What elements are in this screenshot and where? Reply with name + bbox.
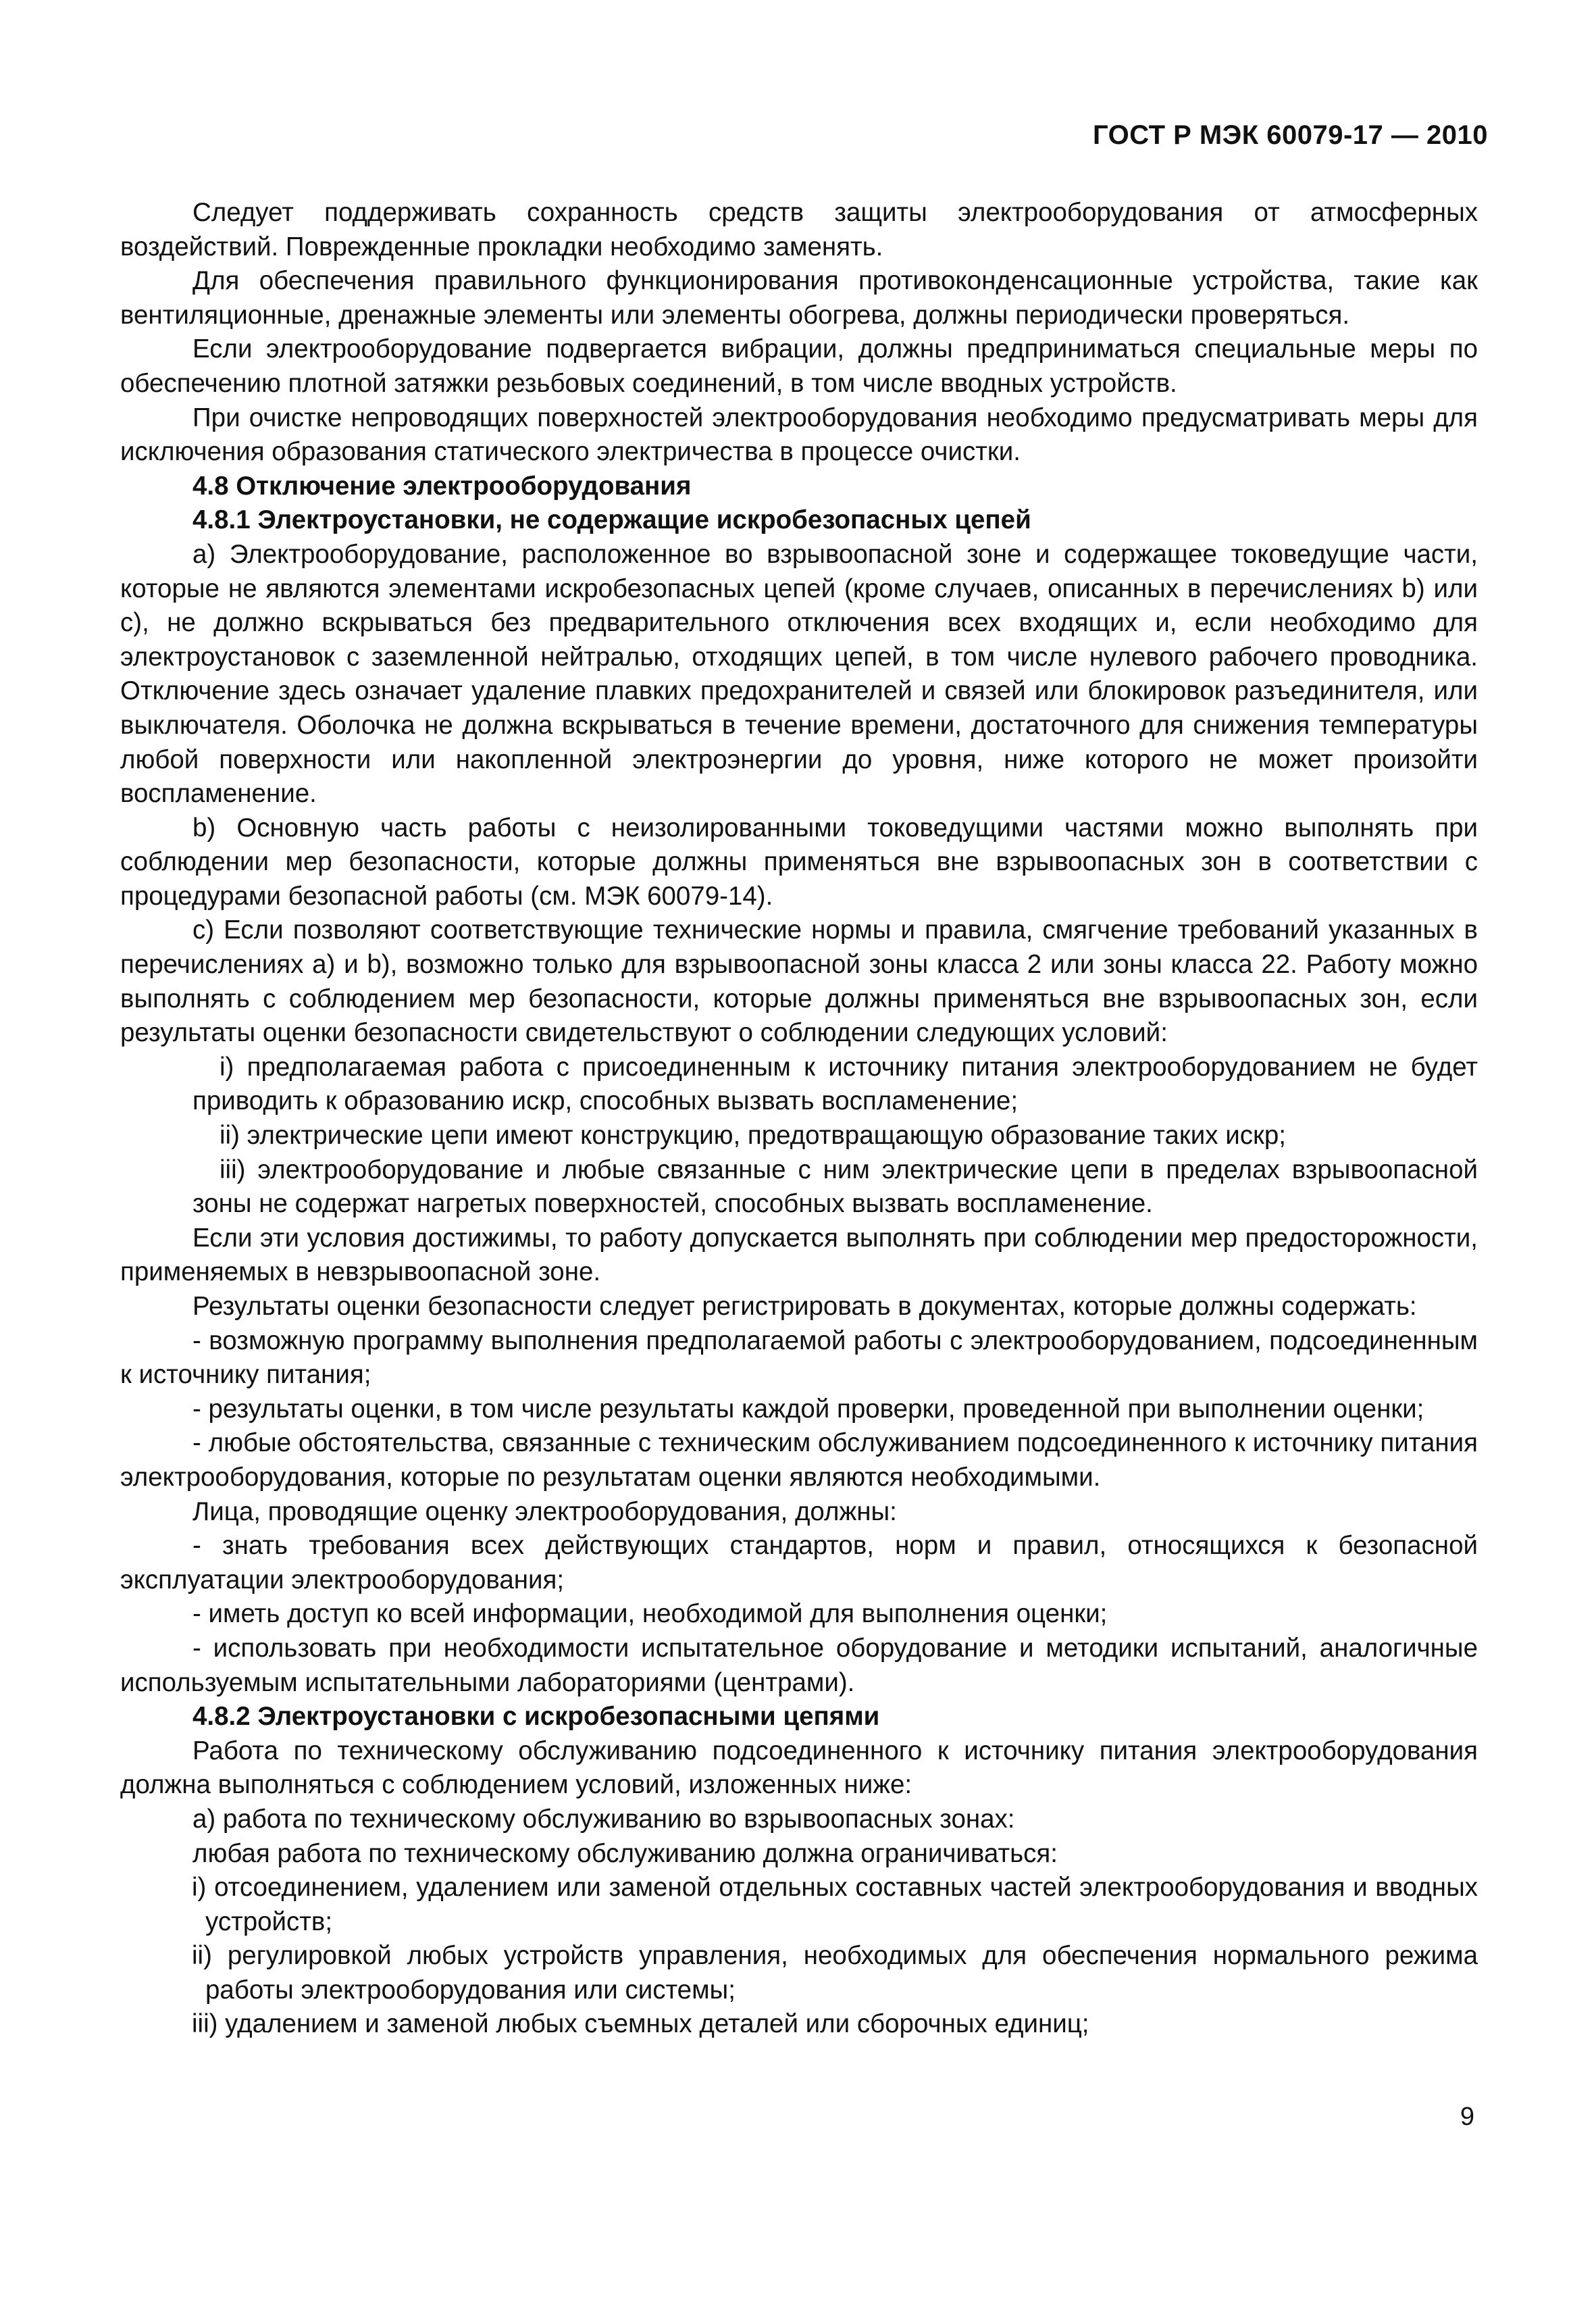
- paragraph-limited: любая работа по техническому обслуживанию должна ограничиваться:: [192, 1838, 1058, 1868]
- page-number: 9: [1460, 2103, 1474, 2131]
- limit-ii: ii) регулировкой любых устройств управления, необходимых для обеспечения нормального режима работы электрооборудования или системы;: [192, 1941, 1478, 2005]
- list-item-standards: - знать требования всех действующих стандартов, норм и правил, относящихся к безопасной эксплуатации электрооборудования;: [120, 1531, 1478, 1594]
- item-b: b) Основную часть работы с неизолированными токоведущими частями можно выполнять при соблюдении мер безопасности, которые должны применяться вне взрывоопасных зон в соответствии с процедурами безопасной работы (см. МЭК 60079-14).: [120, 813, 1478, 911]
- list-item-program: - возможную программу выполнения предполагаемой работы с электрооборудованием, подсоединенным к источнику питания;: [120, 1326, 1478, 1390]
- item-a: а) Электрооборудование, расположенное во взрывоопасной зоне и содержащее токоведущие части, которые не являются элементами искробезопасных цепей (кроме случаев, описанных в перечислениях b) или с), не должно вскрываться без предварительного отключения всех входящих и, если необходимо для электроустановок с заземленной нейтралью, отходящих цепей, в том числе нулевого рабочего проводника. Отключение здесь означает удаление плавких предохранителей и связей или блокировок разъединителя, или выключателя. Оболочка не должна вскрываться в течение времени, достаточного для снижения температуры любой поверхности или накопленной электроэнергии до уровня, ниже которого не может произойти воспламенение.: [120, 539, 1478, 809]
- list-item-circumstances: - любые обстоятельства, связанные с техническим обслуживанием подсоединенного к источнику питания электрооборудования, которые по результатам оценки являются необходимыми.: [120, 1428, 1478, 1492]
- subsection-heading-4-8-1: 4.8.1 Электроустановки, не содержащие искробезопасных цепей: [192, 505, 1031, 535]
- paragraph-records: Результаты оценки безопасности следует регистрировать в документах, которые должны содержать:: [192, 1292, 1417, 1321]
- limit-i: i) отсоединением, удалением или заменой отдельных составных частей электрооборудования и вводных устройств;: [192, 1873, 1478, 1936]
- paragraph-maintenance: Работа по техническому обслуживанию подсоединенного к источнику питания электрооборудования должна выполняться с соблюдением условий, изложенных ниже:: [120, 1736, 1478, 1800]
- paragraph-precautions: Если эти условия достижимы, то работу допускается выполнять при соблюдении мер предосторожности, применяемых в невзрывоопасной зоне.: [120, 1223, 1478, 1287]
- paragraph-assessors: Лица, проводящие оценку электрооборудования, должны:: [192, 1496, 897, 1526]
- condition-ii: ii) электрические цепи имеют конструкцию, предотвращающую образование таких искр;: [220, 1121, 1286, 1151]
- list-item-access: - иметь доступ ко всей информации, необходимой для выполнения оценки;: [192, 1599, 1108, 1629]
- item-a-maintenance: а) работа по техническому обслуживанию во взрывоопасных зонах:: [192, 1804, 1015, 1834]
- paragraph-cleaning: При очистке непроводящих поверхностей электрооборудования необходимо предусматривать меры для исключения образования статического электричества в процессе очистки.: [120, 403, 1478, 467]
- paragraph-anticondensation: Для обеспечения правильного функционирования противоконденсационные устройства, такие как вентиляционные, дренажные элементы или элементы обогрева, должны периодически проверяться.: [120, 266, 1478, 330]
- list-item-results: - результаты оценки, в том числе результаты каждой проверки, проведенной при выполнении оценки;: [192, 1394, 1424, 1424]
- paragraph-vibration: Если электрооборудование подвергается вибрации, должны предприниматься специальные меры по обеспечению плотной затяжки резьбовых соединений, в том числе вводных устройств.: [120, 334, 1478, 398]
- document-body: [120, 196, 1478, 2042]
- item-c: с) Если позволяют соответствующие технические нормы и правила, смягчение требований указанных в перечислениях а) и b), возможно только для взрывоопасной зоны класса 2 или зоны класса 22. Работу можно выполнять с соблюдением мер безопасности, которые должны применяться вне взрывоопасных зон, если результаты оценки безопасности свидетельствуют о соблюдении следующих условий:: [120, 915, 1478, 1048]
- standard-designation: ГОСТ Р МЭК 60079-17 — 2010: [1092, 120, 1488, 150]
- list-item-equipment: - использовать при необходимости испытательное оборудование и методики испытаний, аналогичные используемым испытательными лабораториями (центрами).: [120, 1633, 1478, 1697]
- section-heading-4-8: 4.8 Отключение электрооборудования: [192, 471, 692, 501]
- condition-iii: iii) электрооборудование и любые связанные с ним электрические цепи в пределах взрывоопасной зоны не содержат нагретых поверхностей, способных вызвать воспламенение.: [192, 1155, 1478, 1219]
- subsection-heading-4-8-2: 4.8.2 Электроустановки с искробезопасными цепями: [192, 1702, 880, 1732]
- paragraph-protection: Следует поддерживать сохранность средств защиты электрооборудования от атмосферных воздействий. Поврежденные прокладки необходимо заменять.: [120, 198, 1478, 261]
- limit-iii: iii) удалением и заменой любых съемных деталей или сборочных единиц;: [192, 2009, 1089, 2039]
- condition-i: i) предполагаемая работа с присоединенным к источнику питания электрооборудованием не будет приводить к образованию искр, способных вызвать воспламенение;: [192, 1052, 1478, 1116]
